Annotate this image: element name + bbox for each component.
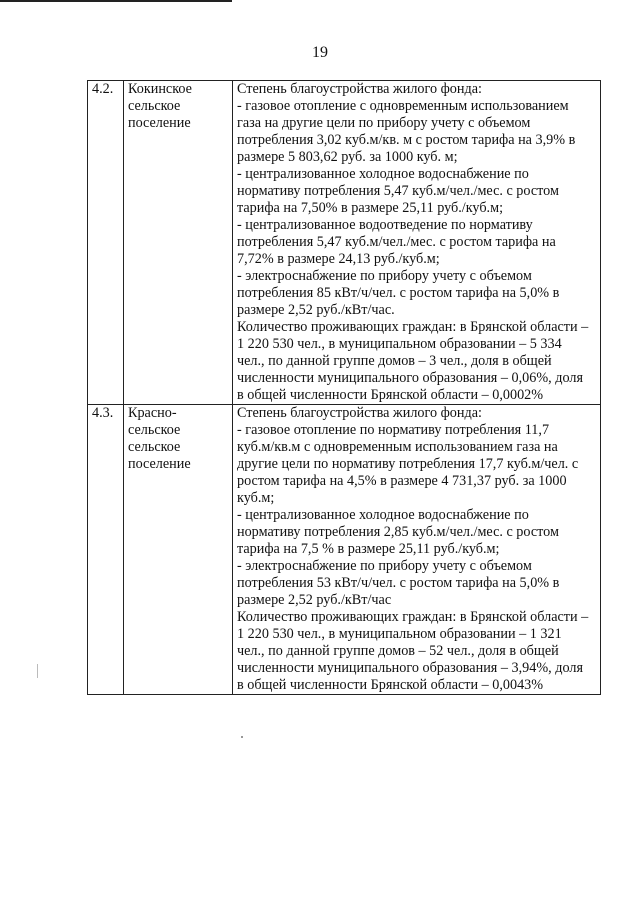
settlement-name-line: поселение bbox=[128, 115, 191, 131]
description-line: Количество проживающих граждан: в Брянской области – bbox=[237, 609, 589, 625]
description-line: нормативу потребления 5,47 куб.м/чел./мес. с ростом bbox=[237, 183, 559, 199]
table-body bbox=[88, 81, 601, 695]
description-line: 1 220 530 чел., в муниципальном образовании – 1 321 bbox=[237, 626, 562, 642]
description-line: в общей численности Брянской области – 0,0043% bbox=[237, 677, 544, 693]
description-line: - электроснабжение по прибору учету с объемом bbox=[237, 268, 532, 284]
description-line: размере 5 803,62 руб. за 1000 куб. м; bbox=[237, 149, 458, 165]
settlement-name-line: сельское bbox=[128, 98, 181, 114]
description-line: численности муниципального образования – 0,06%, доля bbox=[237, 370, 583, 386]
description-line: потребления 3,02 куб.м/кв. м с ростом тарифа на 3,9% в bbox=[237, 132, 576, 148]
settlement-name-line: сельское bbox=[128, 422, 181, 438]
description-line: чел., по данной группе домов – 52 чел., доля в общей bbox=[237, 643, 559, 659]
description-line: другие цели по нормативу потребления 17,7 куб.м/чел. с bbox=[237, 456, 579, 472]
row-number: 4.2. bbox=[88, 81, 124, 405]
description-line: размере 2,52 руб./кВт/час bbox=[237, 592, 392, 608]
description-line: потребления 5,47 куб.м/чел./мес. с ростом тарифа на bbox=[237, 234, 556, 250]
description-line: 1 220 530 чел., в муниципальном образовании – 5 334 bbox=[237, 336, 562, 352]
description-line: - централизованное холодное водоснабжение по bbox=[237, 166, 529, 182]
description-line: тарифа на 7,5 % в размере 25,11 руб./куб.м; bbox=[237, 541, 500, 557]
housing-description bbox=[233, 81, 601, 405]
housing-description bbox=[233, 405, 601, 695]
page-number: 19 bbox=[312, 44, 328, 61]
description-line: Степень благоустройства жилого фонда: bbox=[237, 81, 482, 97]
settlement-name bbox=[124, 405, 233, 695]
description-line: - газовое отопление по нормативу потребления 11,7 bbox=[237, 422, 550, 438]
description-line: нормативу потребления 2,85 куб.м/чел./мес. с ростом bbox=[237, 524, 559, 540]
description-line: потребления 53 кВт/ч/чел. с ростом тарифа на 5,0% в bbox=[237, 575, 560, 591]
description-line: 7,72% в размере 24,13 руб./куб.м; bbox=[237, 251, 440, 267]
header-rule bbox=[0, 0, 232, 2]
description-line: куб.м; bbox=[237, 490, 275, 506]
description-line: - электроснабжение по прибору учету с объемом bbox=[237, 558, 532, 574]
settlement-name-line: Кокинское bbox=[128, 81, 192, 97]
settlement-name-line: сельское bbox=[128, 439, 181, 455]
description-line: - централизованное водоотведение по нормативу bbox=[237, 217, 533, 233]
scan-margin-mark bbox=[37, 664, 38, 678]
row-number: 4.3. bbox=[88, 405, 124, 695]
description-line: газа на другие цели по прибору учету с объемом bbox=[237, 115, 531, 131]
description-line: тарифа на 7,50% в размере 25,11 руб./куб.м; bbox=[237, 200, 504, 216]
description-line: куб.м/кв.м с одновременным использованием газа на bbox=[237, 439, 558, 455]
description-line: численности муниципального образования – 3,94%, доля bbox=[237, 660, 583, 676]
settlement-name-line: поселение bbox=[128, 456, 191, 472]
settlements-table bbox=[87, 80, 601, 695]
description-line: в общей численности Брянской области – 0,0002% bbox=[237, 387, 544, 403]
description-line: потребления 85 кВт/ч/чел. с ростом тарифа на 5,0% в bbox=[237, 285, 560, 301]
description-line: Степень благоустройства жилого фонда: bbox=[237, 405, 482, 421]
description-line: - газовое отопление с одновременным использованием bbox=[237, 98, 569, 114]
settlement-name-line: Красно- bbox=[128, 405, 177, 421]
table-row bbox=[88, 405, 601, 695]
table-row bbox=[88, 81, 601, 405]
scan-speck bbox=[241, 736, 243, 738]
description-line: - централизованное холодное водоснабжение по bbox=[237, 507, 529, 523]
settlement-name bbox=[124, 81, 233, 405]
description-line: размере 2,52 руб./кВт/час. bbox=[237, 302, 395, 318]
description-line: чел., по данной группе домов – 3 чел., доля в общей bbox=[237, 353, 552, 369]
description-line: ростом тарифа на 4,5% в размере 4 731,37 руб. за 1000 bbox=[237, 473, 567, 489]
description-line: Количество проживающих граждан: в Брянской области – bbox=[237, 319, 589, 335]
